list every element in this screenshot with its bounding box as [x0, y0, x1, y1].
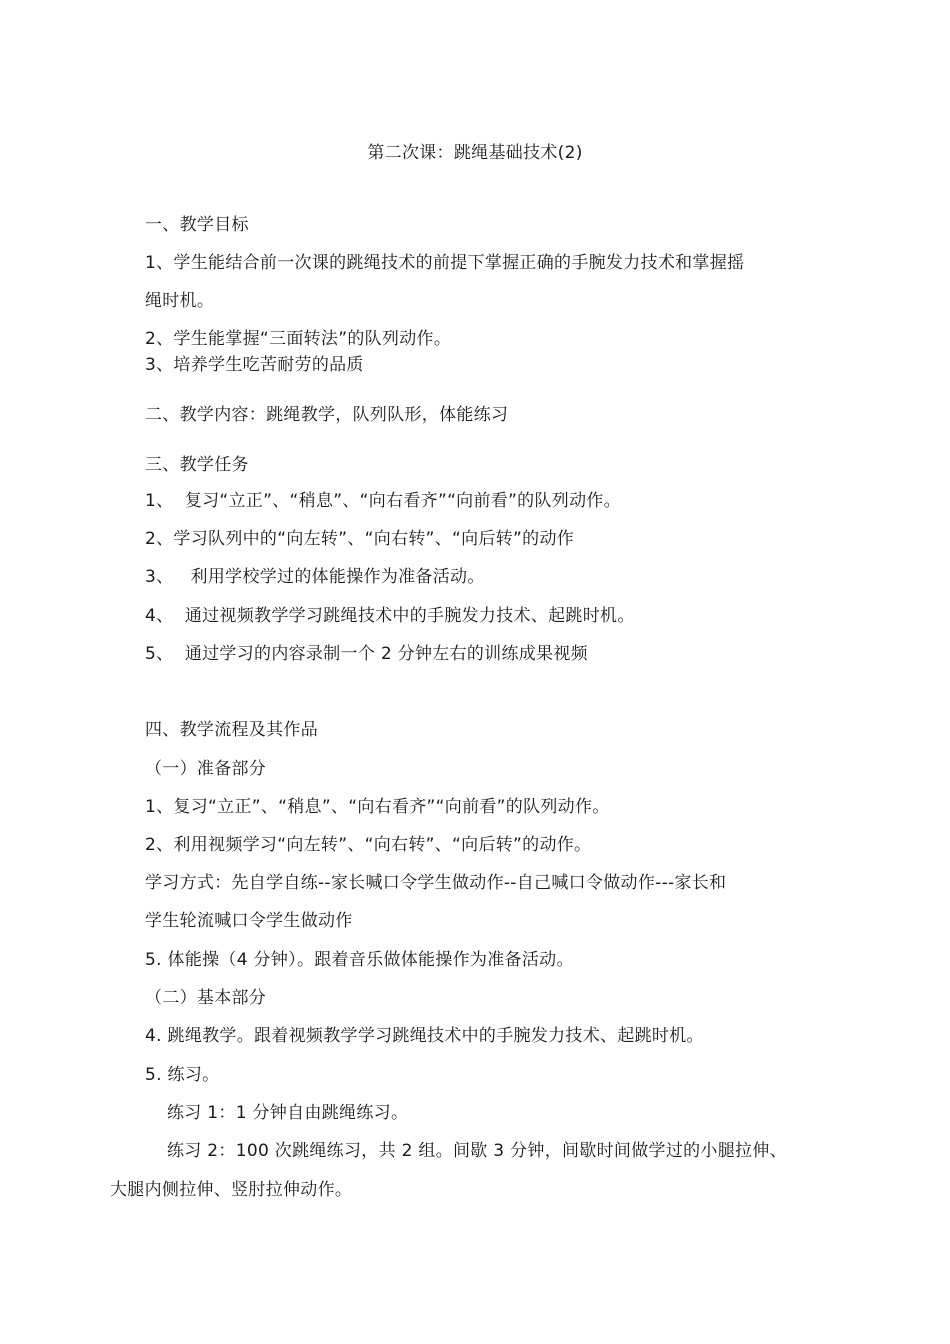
- document-title: 第二次课：跳绳基础技术(2): [367, 143, 583, 163]
- prep-item-2: 2、利用视频学习“向左转”、“向右转”、“向后转”的动作。: [145, 835, 592, 855]
- goals-item-1-line-2: 绳时机。: [145, 291, 215, 311]
- basic-item-4: 4. 跳绳教学。跟着视频教学学习跳绳技术中的手腕发力技术、起跳时机。: [145, 1026, 704, 1046]
- tasks-item-1: 1、 复习“立正”、“稍息”、“向右看齐”“向前看”的队列动作。: [145, 491, 621, 511]
- prep-item-5: 5. 体能操（4 分钟）。跟着音乐做体能操作为准备活动。: [145, 950, 574, 970]
- basic-heading: （二）基本部分: [145, 988, 267, 1008]
- prep-item-1: 1、复习“立正”、“稍息”、“向右看齐”“向前看”的队列动作。: [145, 797, 610, 817]
- learning-method-line-1: 学习方式：先自学自练--家长喊口令学生做动作--自己喊口令做动作---家长和: [145, 873, 727, 893]
- goals-item-3: 3、培养学生吃苦耐劳的品质: [145, 355, 364, 375]
- practice-1: 练习 1：1 分钟自由跳绳练习。: [167, 1103, 409, 1123]
- basic-item-5: 5. 练习。: [145, 1065, 220, 1085]
- goals-item-2: 2、学生能掌握“三面转法”的队列动作。: [145, 329, 452, 349]
- tasks-item-4: 4、 通过视频教学学习跳绳技术中的手腕发力技术、起跳时机。: [145, 606, 635, 626]
- prep-heading: （一）准备部分: [145, 759, 267, 779]
- goals-item-1-line-1: 1、学生能结合前一次课的跳绳技术的前提下掌握正确的手腕发力技术和掌握摇: [145, 253, 745, 273]
- tasks-heading: 三、教学任务: [145, 455, 249, 475]
- practice-2-line-1: 练习 2：100 次跳绳练习，共 2 组。间歇 3 分钟，间歇时间做学过的小腿拉伸、: [167, 1141, 787, 1161]
- tasks-item-3: 3、 利用学校学过的体能操作为准备活动。: [145, 567, 485, 587]
- process-heading: 四、教学流程及其作品: [145, 720, 318, 740]
- tasks-item-2: 2、学习队列中的“向左转”、“向右转”、“向后转”的动作: [145, 529, 575, 549]
- tasks-item-5: 5、 通过学习的内容录制一个 2 分钟左右的训练成果视频: [145, 644, 588, 664]
- learning-method-line-2: 学生轮流喊口令学生做动作: [145, 911, 353, 931]
- goals-heading: 一、教学目标: [145, 215, 249, 235]
- practice-2-line-2: 大腿内侧拉伸、竖肘拉伸动作。: [110, 1180, 353, 1200]
- content-heading: 二、教学内容：跳绳教学，队列队形，体能练习: [145, 405, 509, 425]
